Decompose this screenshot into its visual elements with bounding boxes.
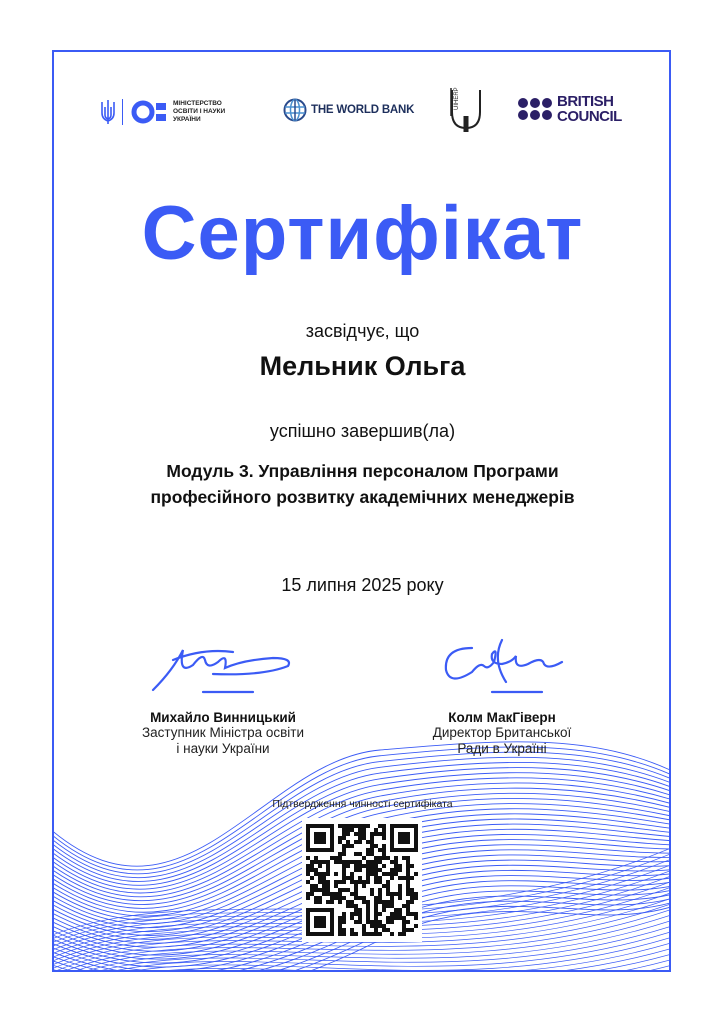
qr-code-icon — [306, 824, 418, 936]
signatory-name: Колм МакГіверн — [448, 710, 556, 725]
british-council-name: BRITISH COUNCIL — [557, 93, 622, 125]
signatory-role: Директор Британської Ради в Україні — [432, 725, 572, 756]
certificate-title: Сертифікат — [141, 191, 584, 276]
uiherp-u-icon — [446, 86, 486, 136]
signature-image — [143, 640, 303, 698]
signature-block-british-council — [382, 634, 622, 757]
completion-date: 15 липня 2025 року — [281, 575, 444, 595]
mon-emblem-icon — [131, 100, 169, 124]
globe-icon — [283, 98, 307, 122]
course-title: Модуль 3. Управління персоналом Програми професійного розвитку академічних менеджерів — [150, 461, 575, 507]
signature-block-ministry — [103, 640, 343, 757]
signatory-name: Михайло Винницький — [150, 710, 296, 725]
ministry-name: МІНІСТЕРСТВО ОСВІТИ І НАУКИ УКРАЇНИ — [173, 100, 226, 123]
certifies-text: засвідчує, що — [305, 321, 420, 341]
verification-qr-code[interactable] — [302, 818, 422, 942]
uiherp-logo — [446, 86, 486, 136]
signature-image — [432, 634, 572, 698]
signatory-role: Заступник Міністра освіти і науки України — [141, 725, 304, 756]
british-council-dots-icon — [518, 98, 552, 120]
trident-icon — [100, 99, 116, 125]
uiherp-text: UIHERP — [454, 87, 460, 110]
british-council-logo — [518, 94, 622, 124]
partner-logos — [0, 86, 725, 136]
completed-text: успішно завершив(ла) — [269, 421, 456, 441]
world-bank-logo — [283, 98, 414, 122]
recipient-name: Мельник Ольга — [259, 351, 466, 381]
verification-label: Підтвердження чинності сертифіката — [272, 798, 453, 810]
ministry-logo — [100, 96, 233, 128]
world-bank-name: THE WORLD BANK — [311, 104, 415, 116]
